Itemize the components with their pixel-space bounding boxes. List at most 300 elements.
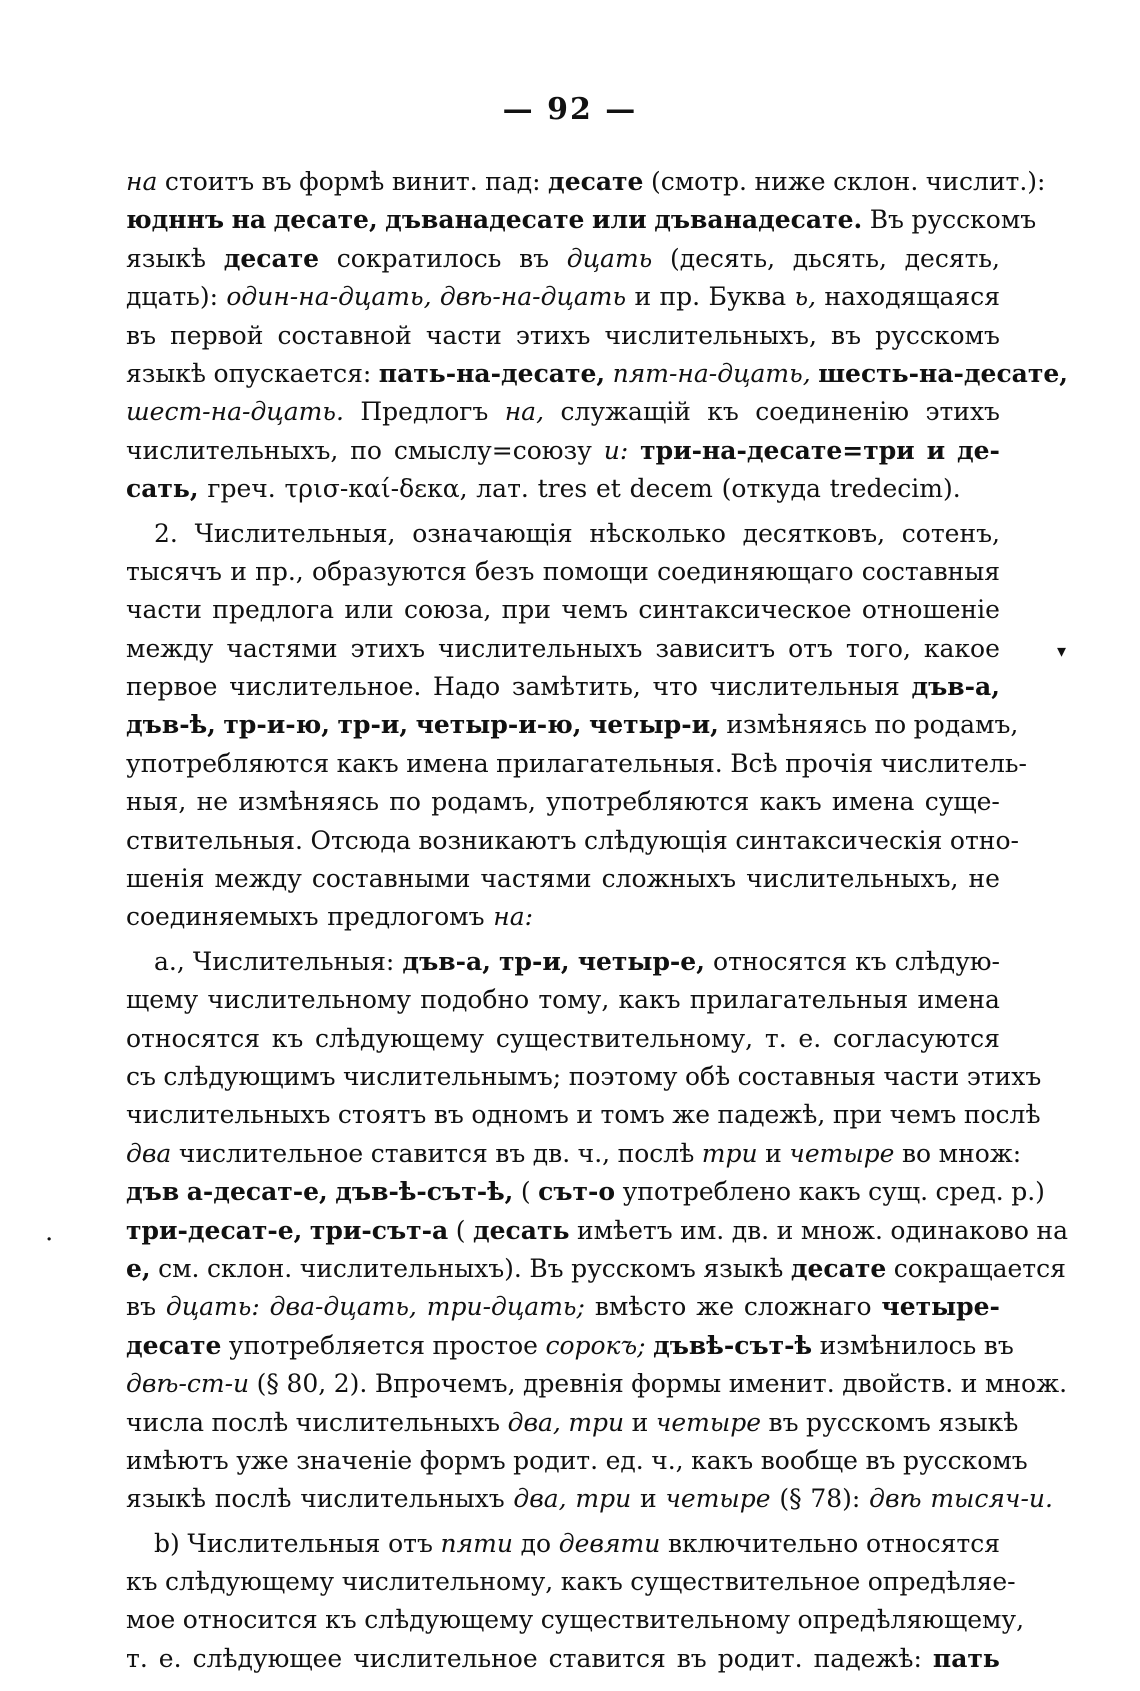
word: означающія — [412, 518, 573, 548]
word: падежѣ, — [717, 1100, 826, 1130]
word: дцать): — [126, 282, 218, 312]
word: слѣдующимъ — [163, 1061, 336, 1091]
word: пр., — [255, 556, 304, 586]
word: имѣютъ — [126, 1445, 229, 1475]
word: одномъ — [471, 1100, 569, 1130]
word: существительному — [540, 1605, 791, 1635]
italic-word: ь, — [794, 282, 817, 312]
bold-word: дъв-ѣ-сът-ѣ, — [335, 1177, 514, 1207]
word: сложныхъ — [601, 864, 737, 894]
bold-word: десате — [223, 243, 320, 273]
word: отъ — [788, 633, 833, 663]
italic-word: три — [575, 1484, 632, 1514]
word: числительное. — [229, 672, 422, 702]
word: склон. — [207, 1253, 293, 1283]
margin-mark: ▾ — [1057, 641, 1067, 662]
word: лат. — [476, 474, 529, 504]
word: обѣ — [684, 1061, 731, 1091]
word: тысячъ — [126, 556, 222, 586]
word: (§ — [779, 1484, 802, 1514]
margin-dot: · — [46, 1229, 53, 1250]
bold-word: или — [591, 205, 647, 235]
text-line — [126, 470, 1000, 508]
word: синтаксическія — [735, 825, 943, 855]
text-line — [126, 745, 1027, 783]
word: формы — [631, 1369, 722, 1399]
italic-word: на, — [504, 397, 545, 427]
word: т. — [764, 1023, 787, 1053]
word: въ — [519, 243, 550, 273]
italic-word: пят-на-дцать, — [612, 358, 811, 388]
bold-word: три-десат-е, — [126, 1215, 303, 1245]
word: языкѣ — [938, 1407, 1019, 1437]
word: не — [968, 864, 1000, 894]
word: замѣтить, — [511, 672, 641, 702]
word: Впрочемъ, — [374, 1369, 516, 1399]
text-line — [126, 432, 1000, 470]
italic-word: четыре — [655, 1407, 762, 1437]
word: послѣ — [617, 1138, 695, 1168]
word: отношеніе — [861, 595, 1000, 625]
word: дьсять, — [792, 243, 887, 273]
bold-word: четыр-и, — [588, 710, 719, 740]
word: пад: — [485, 167, 541, 196]
text-line — [126, 1365, 1068, 1403]
word: русскомъ — [902, 1445, 1028, 1475]
bold-word: дъв-ѣ, — [126, 710, 216, 740]
word: употребляются — [546, 787, 750, 817]
word: томъ — [600, 1100, 665, 1130]
text-line — [126, 630, 1000, 668]
text-line — [126, 981, 1000, 1019]
page-number: — 92 — — [502, 92, 638, 127]
word: Отсюда — [310, 825, 411, 855]
word: вмѣсто — [594, 1292, 687, 1322]
bold-word: пать — [932, 1643, 1000, 1673]
word: множ: — [938, 1138, 1022, 1168]
bold-word: дъвѣ-сът-ѣ — [653, 1330, 813, 1360]
word: первой — [170, 320, 264, 350]
word: между — [126, 633, 214, 663]
word: винит. — [391, 167, 478, 196]
bold-word: тр-и, — [337, 710, 409, 740]
word: сред. — [935, 1177, 1004, 1207]
word: опредѣляе- — [867, 1567, 1016, 1597]
bold-word: тр-и, — [499, 946, 570, 976]
word: какъ — [759, 787, 822, 817]
italic-word: два — [126, 1138, 172, 1168]
word: помощи — [542, 556, 649, 586]
word: же — [696, 1292, 734, 1322]
word: того, — [845, 633, 911, 663]
word: между — [214, 864, 302, 894]
word: опредѣляющему, — [797, 1605, 1025, 1635]
word: формъ — [419, 1445, 506, 1475]
word: ныя, — [126, 787, 187, 817]
word: и — [960, 1369, 978, 1399]
text-line — [126, 1058, 1042, 1096]
word: р.) — [1011, 1177, 1045, 1207]
word: къ — [855, 946, 887, 976]
word: чемъ — [561, 595, 629, 625]
word: ч., — [577, 1138, 611, 1168]
text-line — [126, 515, 1000, 553]
word: въ — [768, 1407, 799, 1437]
body-text — [126, 163, 1068, 1678]
word: языкѣ — [126, 243, 207, 273]
word: отъ — [388, 1528, 433, 1558]
word: и — [230, 556, 247, 586]
word: существительному, — [495, 1023, 754, 1053]
word: имена — [831, 787, 915, 817]
word: же — [672, 1100, 711, 1130]
bold-word: дъванадесате — [385, 205, 585, 235]
word: нѣсколько — [589, 518, 726, 548]
word: именит. — [728, 1369, 835, 1399]
text-line — [126, 1525, 1000, 1563]
word: слѣдующему — [315, 1023, 485, 1053]
word: Числительныя, — [194, 518, 396, 548]
word: сокращается — [893, 1253, 1066, 1283]
word: поэтому — [568, 1061, 678, 1091]
word: сотенъ, — [901, 518, 1000, 548]
word: относятся — [713, 946, 847, 976]
text-line — [126, 1480, 1053, 1518]
word: къ — [325, 1605, 357, 1635]
word: древнія — [523, 1369, 624, 1399]
word: имена — [917, 985, 1000, 1015]
word: частями — [226, 633, 338, 663]
word: прочія — [785, 748, 874, 778]
word: числительныхъ — [126, 1100, 331, 1130]
word: прилагательныя. — [496, 748, 723, 778]
italic-word: двѣ-ст-и — [126, 1369, 250, 1399]
word: родамъ, — [913, 710, 1019, 740]
word: (§ — [256, 1369, 279, 1399]
word: ед. — [605, 1445, 644, 1475]
text-line — [126, 591, 1000, 629]
word: существительное — [630, 1567, 861, 1597]
text-line — [126, 1640, 1000, 1678]
italic-word: двѣ-на-дцать — [439, 282, 627, 312]
word: 2. — [154, 518, 178, 548]
bold-word: пать-на-десате, — [378, 358, 606, 388]
bold-word: десате, — [273, 205, 378, 235]
word: слѣдующее — [192, 1643, 343, 1673]
italic-word: дцать: — [165, 1292, 260, 1322]
word: родамъ, — [431, 787, 536, 817]
word: слѣдующія — [583, 825, 728, 855]
word: числительное — [353, 1643, 538, 1673]
word: имена — [406, 748, 489, 778]
word: tredecim). — [829, 474, 961, 504]
word: и — [631, 1407, 649, 1437]
word: ставится — [370, 1138, 488, 1168]
word: числительныхъ — [438, 633, 643, 663]
word: Предлогъ — [360, 397, 489, 427]
word: въ — [676, 1643, 707, 1673]
word: части — [126, 595, 202, 625]
word: возникаютъ — [418, 825, 577, 855]
word: десять, — [904, 243, 1000, 273]
word: числительныхъ — [300, 1484, 505, 1514]
word: синтаксическое — [638, 595, 852, 625]
word: въ — [126, 1292, 156, 1322]
text-line — [126, 1212, 1068, 1250]
word: b) — [154, 1528, 180, 1558]
word: стоитъ — [164, 167, 255, 196]
word: русскомъ — [911, 205, 1037, 235]
bold-word: дъв-а, — [911, 672, 1000, 702]
word: двойств. — [842, 1369, 954, 1399]
word: 80, — [286, 1369, 327, 1399]
word: первое — [126, 672, 218, 702]
word: и — [765, 1138, 782, 1168]
word: (откуда — [721, 474, 821, 504]
bold-word: тр-и-ю, — [223, 710, 330, 740]
word: числительное — [178, 1138, 364, 1168]
word: при — [501, 595, 551, 625]
text-line — [126, 822, 1019, 860]
word: какъ — [618, 985, 681, 1015]
word: е. — [798, 1023, 822, 1053]
word: родит. — [513, 1445, 599, 1475]
word: до — [520, 1528, 552, 1558]
text-line — [126, 1327, 1014, 1365]
word: союза, — [403, 595, 492, 625]
word: ч., — [651, 1445, 684, 1475]
word: измѣняясь — [238, 787, 379, 817]
text-line — [126, 355, 1068, 393]
word: ( — [520, 1177, 531, 1207]
word: находящаяся — [824, 282, 1000, 312]
word: соединяющаго — [657, 556, 854, 586]
word: предлогомъ — [327, 902, 485, 932]
word: части — [425, 320, 502, 350]
word: относится — [182, 1605, 318, 1635]
bold-word: десать — [472, 1215, 570, 1245]
word: слѣдую- — [894, 946, 1000, 976]
word: употребляются — [126, 748, 330, 778]
word: русскомъ — [806, 1407, 931, 1437]
word: и — [576, 1100, 593, 1130]
text-line — [126, 1404, 1019, 1442]
bold-word: четыр-и-ю, — [415, 710, 582, 740]
bold-word: на — [231, 205, 267, 235]
bold-word: де- — [956, 435, 1000, 465]
text-line — [126, 668, 1000, 706]
word: (смотр. — [650, 167, 747, 196]
word: какъ — [798, 1177, 861, 1207]
text-line — [126, 240, 1000, 278]
italic-word: два-дцать, — [269, 1292, 417, 1322]
word: съ — [126, 1061, 156, 1091]
word: числительныхъ). — [299, 1253, 522, 1283]
word: a., — [154, 946, 185, 976]
word: и — [639, 1484, 657, 1514]
word: числительныхъ, — [126, 435, 339, 465]
text-line — [126, 1173, 1045, 1211]
word: этихъ — [966, 1061, 1042, 1091]
word: 78): — [810, 1484, 861, 1514]
word: къ — [707, 397, 739, 427]
word: зависитъ — [655, 633, 776, 663]
word: тому, — [538, 985, 610, 1015]
word: употребляется — [228, 1330, 426, 1360]
text-line — [126, 860, 1000, 898]
italic-word: пяти — [440, 1528, 513, 1558]
word: согласуются — [832, 1023, 1000, 1053]
text-line — [126, 1601, 1025, 1639]
word: русскомъ — [571, 1253, 696, 1283]
text-line — [126, 898, 1000, 936]
text-line — [126, 393, 1000, 431]
word: числительнымъ; — [343, 1061, 562, 1091]
word: ствительныя. — [126, 825, 303, 855]
word: шенія — [126, 864, 205, 894]
italic-word: на: — [493, 902, 534, 932]
word: et — [595, 474, 621, 504]
word: какъ — [560, 1567, 623, 1597]
word: чемъ — [889, 1100, 957, 1130]
bold-word: юдннъ — [126, 205, 225, 235]
italic-word: тысяч-и. — [930, 1484, 1053, 1514]
word: (десять, — [669, 243, 776, 273]
word: къ — [271, 1023, 304, 1053]
word: tres — [537, 474, 588, 504]
italic-word: на — [126, 167, 158, 196]
word: имѣетъ — [576, 1215, 673, 1245]
word: ниже — [754, 167, 826, 196]
word: и — [634, 282, 652, 312]
word: составной — [277, 320, 412, 350]
text-line — [126, 1020, 1000, 1058]
word: числительныхъ, — [746, 864, 959, 894]
word: измѣняясь — [726, 710, 867, 740]
word: прилагательныя — [689, 985, 909, 1015]
word: въ — [433, 1100, 464, 1130]
word: не — [196, 787, 229, 817]
text-line — [126, 706, 1019, 744]
word: щему — [126, 985, 199, 1015]
word: составныя — [861, 556, 1000, 586]
word: относятся — [866, 1528, 1000, 1558]
italic-word: и: — [603, 435, 629, 465]
word: стоятъ — [337, 1100, 427, 1130]
bold-word: и — [926, 435, 946, 465]
word: предлога — [212, 595, 335, 625]
text-line — [126, 163, 1046, 201]
word: е. — [158, 1643, 182, 1673]
word: этихъ — [515, 320, 591, 350]
word: этихъ — [350, 633, 425, 663]
word: множ. — [984, 1369, 1068, 1399]
word: уже — [236, 1445, 289, 1475]
word: по — [389, 787, 421, 817]
word: числительныя — [709, 672, 900, 702]
italic-word: четыре — [665, 1484, 771, 1514]
word: слѣдующему — [364, 1605, 534, 1635]
text-line — [126, 1442, 1028, 1480]
word: по — [350, 435, 382, 465]
word: вообще — [760, 1445, 858, 1475]
bold-word: дъв — [126, 1177, 180, 1207]
word: по — [874, 710, 907, 740]
word: см. — [158, 1253, 200, 1283]
word: языкѣ — [126, 358, 207, 388]
bold-word: десате — [548, 167, 644, 196]
word: Числительныя — [187, 1528, 381, 1558]
word: во — [901, 1138, 932, 1168]
italic-word: три — [568, 1407, 625, 1437]
bold-word: четыр-е, — [577, 946, 705, 976]
italic-word: двѣ — [869, 1484, 922, 1514]
word: послѣ — [211, 1407, 289, 1437]
word: греч. — [207, 474, 276, 504]
word: образуются — [312, 556, 467, 586]
word: какъ — [336, 748, 399, 778]
italic-word: девяти — [558, 1528, 661, 1558]
word: числительныхъ — [295, 1407, 501, 1437]
word: части — [883, 1061, 960, 1091]
word: языкѣ — [126, 1484, 207, 1514]
word: числитель- — [880, 748, 1027, 778]
text-line — [126, 278, 1000, 316]
text-line — [126, 317, 1000, 355]
bold-word: а-десат-е, — [186, 1177, 328, 1207]
word: въ — [495, 1138, 526, 1168]
word: 2). — [333, 1369, 368, 1399]
word: составными — [311, 864, 471, 894]
word: послѣ — [963, 1100, 1041, 1130]
italic-word: три-дцать; — [426, 1292, 585, 1322]
word: подобно — [420, 985, 530, 1015]
word: въ — [261, 167, 292, 196]
word: употреблено — [622, 1177, 792, 1207]
word: им. — [680, 1215, 725, 1245]
word: относятся — [126, 1023, 260, 1053]
bold-word: четыре- — [881, 1292, 1000, 1322]
word: соединяемыхъ — [126, 902, 319, 932]
italic-word: три — [701, 1138, 758, 1168]
word: простое — [432, 1330, 538, 1360]
italic-word: четыре — [789, 1138, 895, 1168]
text-line — [126, 1096, 1041, 1134]
word: измѣнилось — [819, 1330, 977, 1360]
bold-word: е, — [126, 1253, 151, 1283]
word: слѣдующему — [165, 1567, 335, 1597]
word: смыслу=союзу — [393, 435, 592, 465]
word: числительному, — [341, 1567, 554, 1597]
text-line — [126, 943, 1000, 981]
word: какъ — [691, 1445, 754, 1475]
text-line — [126, 783, 1000, 821]
word: суще- — [924, 787, 1000, 817]
text-line — [126, 1250, 1066, 1288]
text-line — [126, 1135, 1022, 1173]
word: числительному — [207, 985, 412, 1015]
word: Буква — [708, 282, 787, 312]
word: служащій — [560, 397, 691, 427]
word: или — [344, 595, 394, 625]
word: составныя — [737, 1061, 876, 1091]
bold-word: десате — [790, 1253, 887, 1283]
word: къ — [126, 1567, 158, 1597]
text-line — [126, 1563, 1016, 1601]
word: и — [776, 1215, 794, 1245]
italic-word: сорокъ; — [545, 1330, 646, 1360]
word: значеніе — [296, 1445, 413, 1475]
